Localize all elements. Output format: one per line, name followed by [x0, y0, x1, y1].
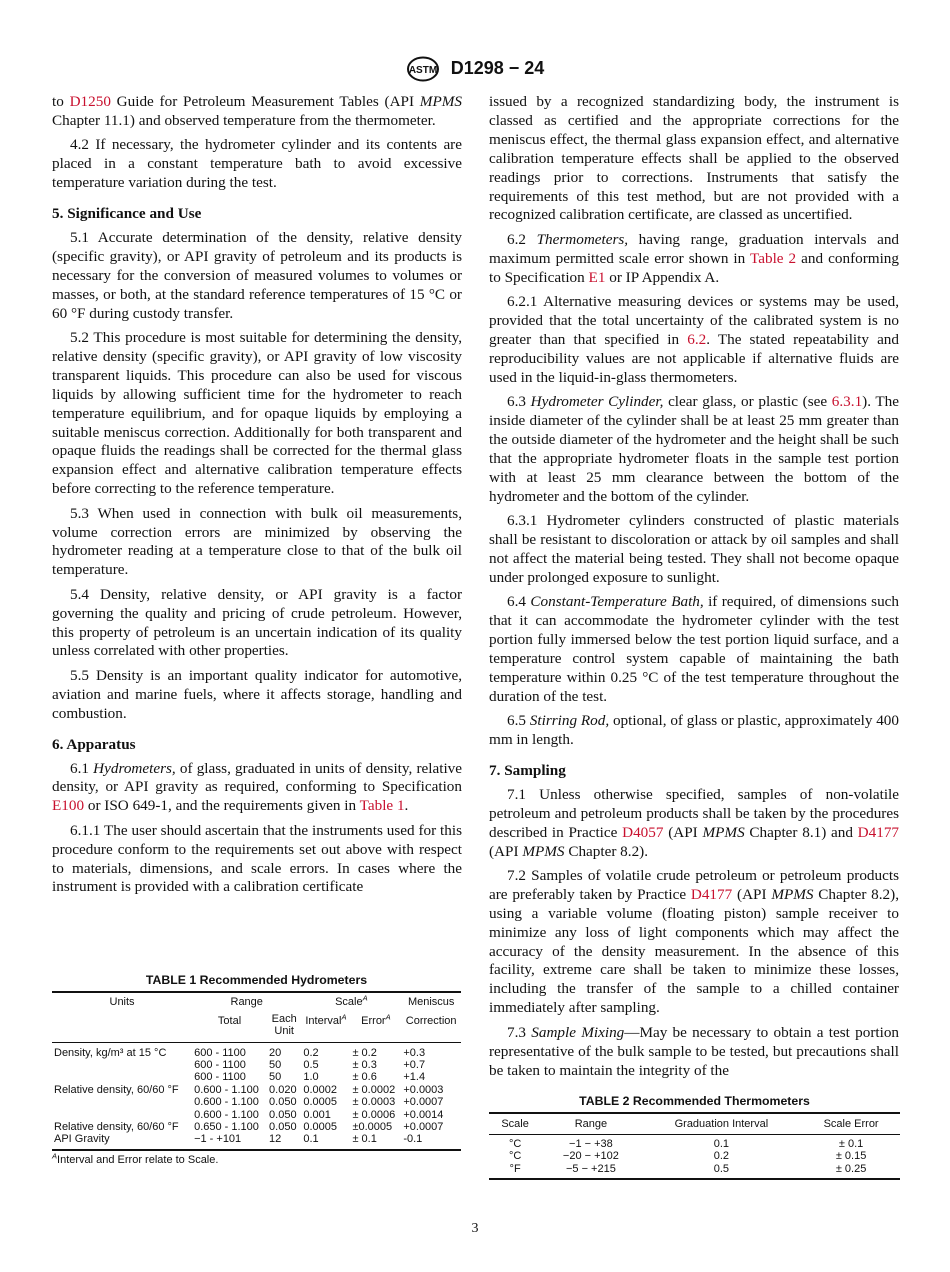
table-row — [52, 1096, 461, 1108]
text: 5. Significance and Use — [52, 205, 202, 223]
col-header-error — [350, 1009, 401, 1042]
table-row — [52, 1121, 461, 1133]
error-label: Error — [361, 1014, 386, 1027]
table-cell: +0.7 — [403, 1059, 426, 1072]
text: . — [404, 797, 409, 815]
text: 4.2 If necessary, the hydrometer cylinder and its contents are placed in a constant temperature bath to avoid excessive temperature variation during the test. — [52, 136, 462, 192]
text: if required, of dimensions such that it can accommodate the hydrometer cylinder with the test portion fully immersed below the test portion liquid surface, and a temperature control system capable of maintaining the bath temperature within 0.25 °C of the test temperature throughout the duration of the test. — [489, 593, 900, 705]
paragraph — [489, 712, 899, 750]
table-footnote — [52, 1151, 461, 1166]
table-cell: −20 − +102 — [562, 1150, 619, 1163]
table-cell: 50 — [269, 1071, 282, 1084]
table-cell: −1 - +101 — [194, 1133, 242, 1146]
text: 5.1 Accurate determination of the density, relative density (specific gravity), or API gravity of petroleum and its products is necessary for the conversion of measured volumes to volumes or masses, or both, at the standard reference temperatures of 15 °C or 60 °F during custody transfer. — [52, 228, 462, 322]
table-cell: −5 − +215 — [565, 1162, 616, 1175]
table-cell: °C — [508, 1137, 522, 1150]
table-cell: ±0.0005 — [352, 1121, 393, 1134]
cross-reference-link[interactable]: D4057 — [622, 823, 664, 841]
paragraph — [489, 293, 899, 388]
text: (API — [663, 823, 703, 841]
italic-text: Thermometers, — [536, 230, 629, 248]
paragraph — [489, 867, 899, 1018]
cross-reference-link[interactable]: D4177 — [690, 885, 733, 903]
table-cell — [52, 1109, 192, 1121]
footnote-ref: A — [341, 1012, 347, 1022]
scale-label: Scale — [335, 996, 363, 1009]
column-header: Scale — [501, 1118, 529, 1131]
table-caption: TABLE 1 Recommended Hydrometers — [145, 973, 368, 987]
designation: D1298 − 24 — [450, 57, 545, 78]
text: Chapter 8.1) and — [744, 823, 858, 841]
italic-text: Hydrometers, — [93, 759, 176, 777]
text: 6.2.1 Alternative measuring devices or systems may be used, provided that the total uncertainty of the calibrated system is no greater than that specified in — [489, 293, 899, 348]
text: Chapter 8.2), using a variable volume (floating piston) sample receiver to minimize any loss of light components which may affect the accuracy of the density measurement. In the absence of this facility, extreme care shall be taken to minimize these losses, including the transfer of the sample to a chilled container immediately after sampling. — [489, 885, 900, 1017]
col-header-interval — [301, 1009, 350, 1042]
table-cell: +0.0014 — [403, 1108, 444, 1121]
table-cell: +1.4 — [403, 1071, 426, 1084]
table-cell: 0.1 — [303, 1133, 319, 1146]
table-cell: +0.3 — [403, 1046, 426, 1059]
table-cell: ± 0.3 — [352, 1059, 377, 1072]
table-cell: 0.020 — [269, 1083, 297, 1096]
text: 6.2 — [507, 230, 537, 248]
italic-text: Constant-Temperature Bath, — [530, 593, 704, 611]
table-row — [52, 1059, 461, 1071]
table-row — [489, 1150, 900, 1162]
page-header — [0, 56, 950, 82]
table-cell: 0.001 — [303, 1108, 331, 1121]
column-header: Scale Error — [823, 1118, 879, 1131]
table-cell: -0.1 — [403, 1133, 423, 1146]
table-cell: Density, kg/m³ at 15 °C — [54, 1046, 167, 1059]
text: 6.4 — [507, 593, 531, 611]
table-cell: +0.0007 — [403, 1096, 444, 1109]
text: (API — [732, 885, 772, 903]
table-cell: 0.050 — [269, 1096, 297, 1109]
col-header-meniscus: Meniscus — [407, 996, 455, 1009]
table-cell: +0.0007 — [403, 1121, 444, 1134]
table-cell — [52, 1059, 192, 1071]
italic-text: Stirring Rod, — [529, 712, 610, 730]
interval-label: Interval — [305, 1014, 342, 1027]
table-cell: ± 0.2 — [352, 1046, 377, 1059]
paragraph — [52, 760, 462, 817]
text: Chapter 8.2). — [564, 842, 649, 860]
paragraph — [489, 512, 899, 588]
table-cell: 1.0 — [303, 1071, 319, 1084]
table-cell: 50 — [269, 1059, 282, 1072]
text: ). The inside diameter of the cylinder shall be at least 25 mm greater than the outside diameter of the hydrometer and the height shall be such that the appropriate hydrometer floats in the sample test portion with at least 25 mm clearance between the bottom of the hydrometer and the bottom of the cylinder. — [489, 393, 900, 505]
table-cell: 0.050 — [269, 1108, 297, 1121]
cross-reference-link[interactable]: D1250 — [69, 93, 111, 110]
cross-reference-link[interactable]: 6.2 — [687, 330, 707, 348]
table-cell: 0.2 — [713, 1150, 730, 1163]
text: of glass, graduated in units of density, relative density, or API gravity as required, conforming to Specification — [52, 759, 463, 796]
section-heading — [52, 205, 462, 224]
table-row — [52, 1084, 461, 1096]
table-cell — [52, 1071, 192, 1083]
table-cell: 0.600 - 1.100 — [194, 1083, 259, 1096]
paragraph — [52, 329, 462, 499]
paragraph — [52, 505, 462, 581]
table-cell: 0.5 — [303, 1059, 319, 1072]
text: . The stated repeatability and reproducibility values are not applicable if alternative fluids are used in the liquid-in-glass thermometers. — [489, 330, 899, 386]
table-cell: −1 − +38 — [569, 1137, 613, 1150]
table-cell: 600 - 1100 — [194, 1071, 246, 1084]
text: to — [52, 93, 70, 110]
table-row — [489, 1163, 900, 1179]
paragraph — [489, 786, 899, 862]
paragraph — [52, 586, 462, 662]
column-header: Range — [574, 1118, 608, 1131]
table-cell — [52, 1096, 192, 1108]
text: optional, of glass or plastic, approximately 400 mm in length. — [489, 712, 899, 748]
table-cell: °C — [508, 1150, 522, 1163]
table-row — [52, 1042, 461, 1059]
text: (API — [489, 842, 523, 860]
table-caption: TABLE 2 Recommended Thermometers — [579, 1094, 810, 1108]
table-cell: ± 0.1 — [838, 1137, 864, 1150]
paragraph — [52, 667, 462, 724]
paragraph — [52, 229, 462, 324]
text: 6.1.1 The user should ascertain that the instruments used for this procedure conform to the requirements set out above with respect to materials, dimensions, and scale errors. In cases where the instrument is provided with a calibration certificate — [52, 821, 462, 896]
left-column — [52, 93, 462, 903]
text: having range, graduation intervals and maximum permitted scale error shown in — [489, 230, 900, 267]
text: issued by a recognized standardizing body, the instrument is classed as certified and the appropriate corrections for the meniscus effect, the thermal glass expansion effect, and alternative calibration temperature effects shall be applied to the observed readings prior to corrections. Instruments that satisfy the requirements of this test method, but are not provided with a recognized calibration certificate, are classed as uncertified. — [489, 93, 899, 224]
each-label: Each — [271, 1012, 297, 1025]
cross-reference-link[interactable]: Table 1 — [359, 797, 405, 815]
col-header-total: Total — [217, 1014, 242, 1027]
table-cell: ± 0.0003 — [352, 1096, 396, 1109]
table-cell: 0.600 - 1.100 — [194, 1096, 259, 1109]
footnote-ref: A — [385, 1012, 391, 1022]
text: or ISO 649-1, and the requirements given in — [84, 797, 360, 815]
text: 6. Apparatus — [52, 735, 136, 753]
table-cell: 0.600 - 1.100 — [194, 1108, 259, 1121]
column-header: Graduation Interval — [674, 1118, 769, 1131]
text: Chapter 11.1) and observed temperature from the thermometer. — [52, 111, 436, 129]
table-row — [52, 1071, 461, 1083]
table-cell: 12 — [269, 1133, 282, 1146]
svg-text:ASTM: ASTM — [408, 65, 437, 76]
text: 7. Sampling — [489, 761, 566, 779]
text: 6.1 — [70, 759, 94, 777]
cross-reference-link[interactable]: D4177 — [857, 823, 900, 841]
paragraph — [489, 1024, 899, 1081]
table-cell: ± 0.1 — [352, 1133, 377, 1146]
table-cell: 0.0002 — [303, 1083, 338, 1096]
table-cell: 0.050 — [269, 1121, 297, 1134]
astm-logo-icon — [406, 56, 440, 82]
table-cell: 0.650 - 1.100 — [194, 1121, 259, 1134]
table-row — [489, 1134, 900, 1150]
table-2 — [489, 1095, 900, 1180]
paragraph — [489, 231, 899, 288]
paragraph — [489, 593, 899, 706]
text: and conforming to Specification — [489, 249, 899, 286]
table-cell: 20 — [269, 1046, 282, 1059]
table-cell: 600 - 1100 — [194, 1046, 246, 1059]
cross-reference-link[interactable]: E1 — [588, 268, 606, 286]
italic-text: MPMS — [419, 93, 462, 110]
table-cell: 600 - 1100 — [194, 1059, 246, 1072]
paragraph — [489, 393, 899, 506]
text: Guide for Petroleum Measurement Tables (API — [110, 93, 420, 110]
table-1 — [52, 974, 461, 1166]
text: 5.5 Density is an important quality indicator for automotive, aviation and marine fuels, where it affects storage, handling and combustion. — [52, 666, 462, 722]
text: 6.5 — [507, 712, 530, 730]
text: 7.3 — [507, 1023, 532, 1041]
table-row — [52, 1109, 461, 1121]
table-cell: 0.2 — [303, 1046, 319, 1059]
col-header-range: Range — [230, 996, 263, 1009]
text: clear glass, or plastic (see — [663, 393, 832, 411]
col-header-correction: Correction — [405, 1014, 457, 1027]
text: or IP Appendix A. — [605, 268, 720, 286]
unit-label: Unit — [274, 1025, 294, 1038]
table-cell: ± 0.25 — [835, 1162, 867, 1175]
paragraph — [489, 93, 899, 225]
table-cell: API Gravity — [54, 1133, 110, 1146]
table-cell: ± 0.15 — [835, 1150, 867, 1163]
section-heading — [489, 762, 899, 781]
section-heading — [52, 736, 462, 755]
table-cell: 0.0005 — [303, 1121, 338, 1134]
col-header-units: Units — [109, 996, 135, 1009]
cross-reference-link[interactable]: E100 — [52, 797, 85, 815]
table-cell: Relative density, 60/60 °F — [54, 1121, 179, 1134]
text: 6.3 — [507, 393, 531, 411]
footnote-ref: A — [362, 993, 368, 1003]
paragraph — [52, 93, 462, 131]
right-column — [489, 93, 899, 1086]
table-cell: °F — [509, 1162, 521, 1175]
italic-text: MPMS — [522, 842, 565, 860]
text: 5.4 Density, relative density, or API gravity is a factor governing the quality and pricing of crude petroleum. However, this property of petroleum is an uncertain indication of its quality unless correlated with other properties. — [52, 585, 462, 660]
col-header-scale — [301, 992, 401, 1008]
table-cell: 0.1 — [713, 1137, 730, 1150]
italic-text: MPMS — [702, 823, 745, 841]
text: 5.3 When used in connection with bulk oil measurements, volume correction errors are minimized by observing the hydrometer reading at a temperature close to that of the bulk oil temperature. — [52, 504, 462, 579]
cross-reference-link[interactable]: Table 2 — [750, 249, 797, 267]
italic-text: Hydrometer Cylinder, — [530, 393, 664, 411]
footnote-text: Interval and Error relate to Scale. — [57, 1153, 219, 1166]
table-cell: Relative density, 60/60 °F — [54, 1083, 179, 1096]
table-cell: ± 0.0002 — [352, 1083, 396, 1096]
paragraph — [52, 136, 462, 193]
italic-text: MPMS — [771, 885, 814, 903]
table-row — [52, 1133, 461, 1149]
page-number: 3 — [471, 1221, 479, 1236]
text: 7.2 Samples of volatile crude petroleum or petroleum products are preferably taken by Practice — [489, 866, 899, 903]
text: 5.2 This procedure is most suitable for determining the density, relative density (specific gravity), or API gravity of low viscosity transparent liquids. This procedure can also be used for viscous liquids by allowing sufficient time for the hydrometer to reach temperature equilibrium, and for opaque liquids by employing a suitable meniscus correction. Additionally for both transparent and opaque fluids the readings shall be corrected for the thermal glass expansion effect and alternative calibration temperature effects before correcting to the reference temperature. — [52, 328, 462, 498]
table-cell: +0.0003 — [403, 1083, 444, 1096]
table-cell: 0.0005 — [303, 1096, 338, 1109]
paragraph — [52, 822, 462, 898]
italic-text: Sample Mixing — [531, 1023, 625, 1041]
text: 6.3.1 Hydrometer cylinders constructed of plastic materials shall be resistant to discoloration or attack by oil samples and shall not affect the material being tested. They shall not become opaque under prolonged exposure to sunlight. — [489, 512, 899, 586]
table-cell: ± 0.6 — [352, 1071, 377, 1084]
footnote-mark: A — [52, 1151, 58, 1161]
col-header-each-unit — [267, 1009, 301, 1042]
text: 7.1 Unless otherwise specified, samples of non-volatile petroleum and petroleum products shall be taken by the procedures described in Practice — [489, 785, 899, 841]
table-cell: 0.5 — [713, 1162, 730, 1175]
cross-reference-link[interactable]: 6.3.1 — [831, 393, 863, 411]
table-cell: ± 0.0006 — [352, 1108, 396, 1121]
text: —May be necessary to obtain a test portion representative of the bulk sample to be tested, but precautions shall be taken to maintain the integrity of the — [489, 1023, 900, 1079]
